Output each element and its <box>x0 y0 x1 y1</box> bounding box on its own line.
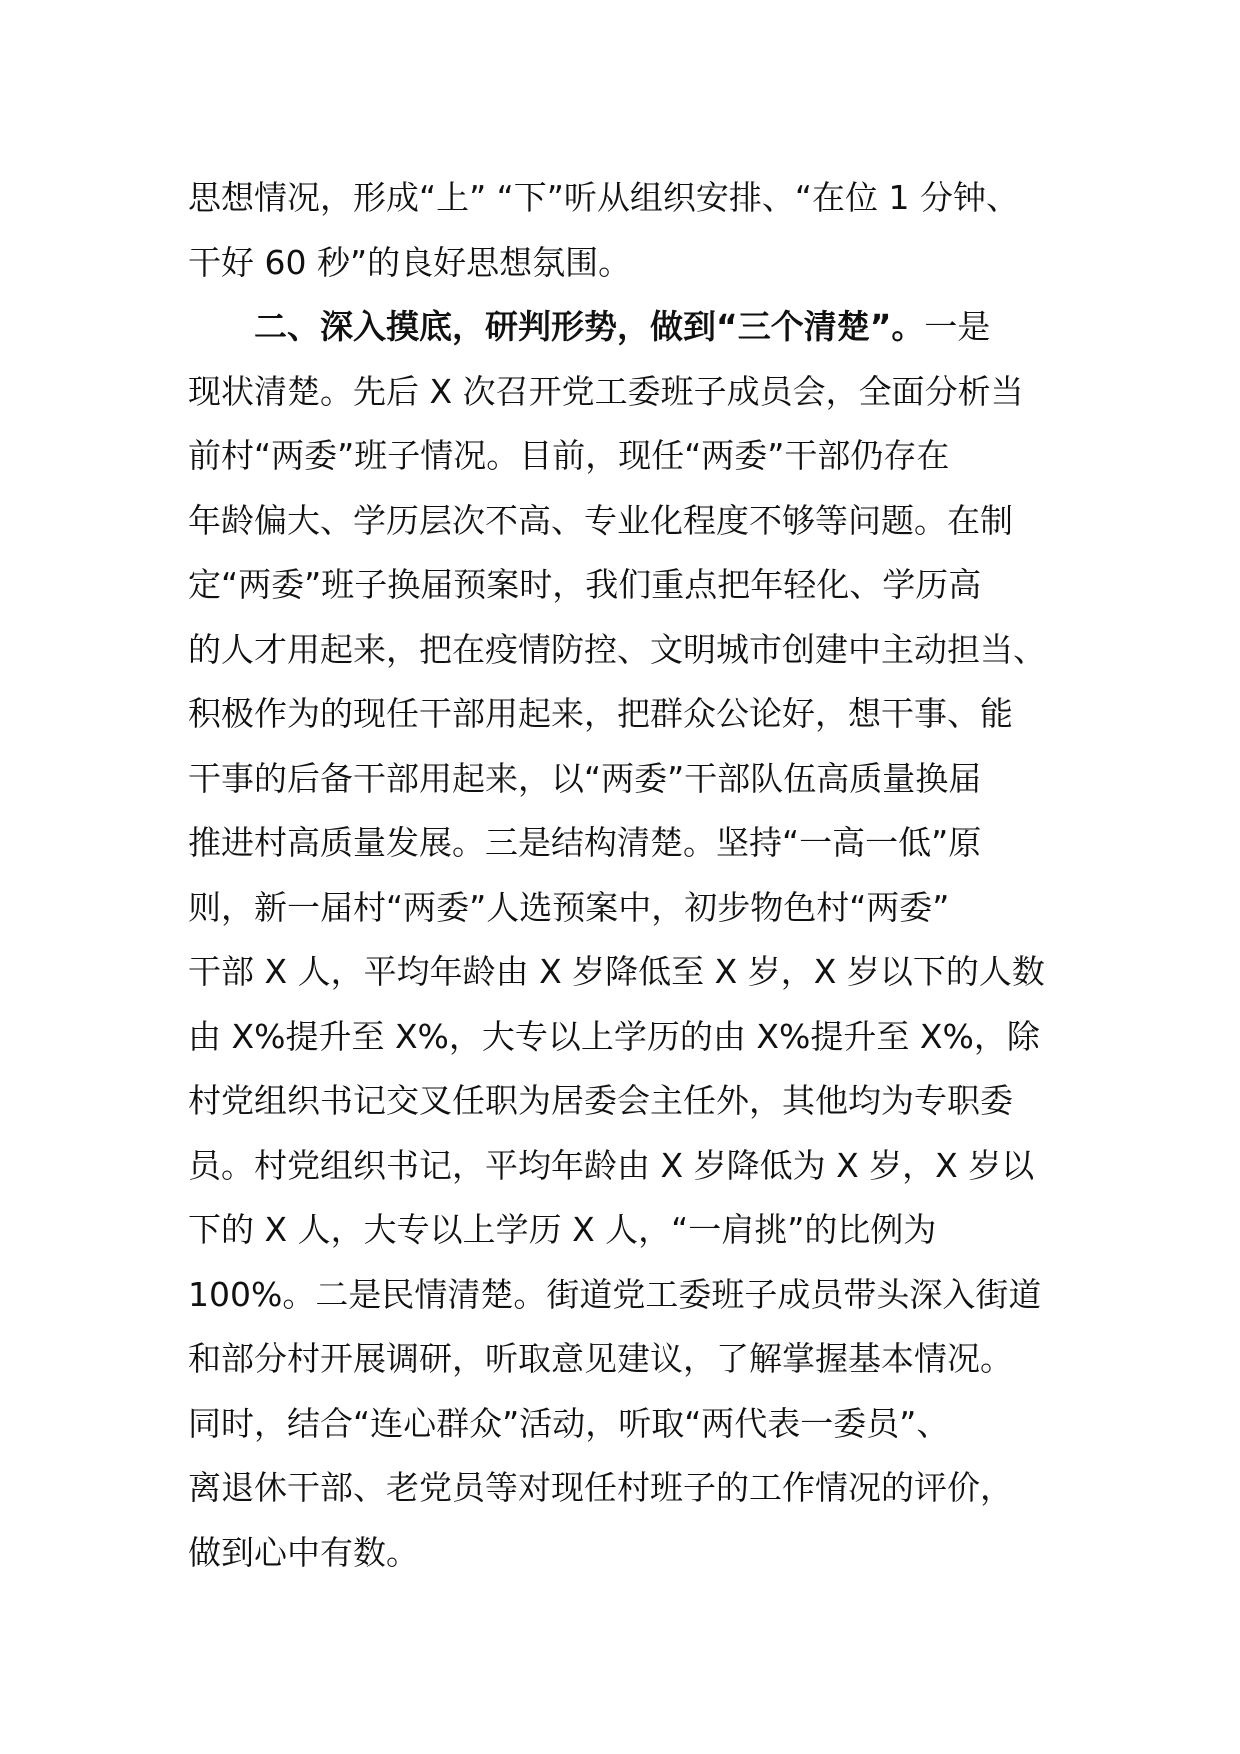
body-text <box>188 166 1068 1585</box>
text-line-11: 推进村高质量发展。三是结构清楚。坚持“一高一低”原 <box>188 823 982 862</box>
text-line-7: 定“两委”班子换届预案时，我们重点把年轻化、学历高 <box>188 565 982 604</box>
text-line-5: 前村“两委”班子情况。目前，现任“两委”干部仍存在 <box>188 436 950 475</box>
text-line-16: 员。村党组织书记，平均年龄由 X 岁降低为 X 岁，X 岁以 <box>188 1145 1035 1185</box>
section-heading-line <box>188 295 1068 360</box>
text-line-20: 同时，结合“连心群众”活动，听取“两代表一委员”、 <box>188 1403 950 1443</box>
text-line-2: 干好 60 秒”的良好思想氛围。 <box>188 242 632 282</box>
text-line-10: 干事的后备干部用起来，以“两委”干部队伍高质量换届 <box>188 758 982 798</box>
text-line-19: 和部分村开展调研，听取意见建议，了解掌握基本情况。 <box>188 1339 1013 1378</box>
text-line-12: 则，新一届村“两委”人选预案中，初步物色村“两委” <box>188 887 950 927</box>
text-line-17: 下的 X 人，大专以上学历 X 人，“一肩挑”的比例为 <box>188 1210 937 1249</box>
text-line-4: 现状清楚。先后 X 次召开党工委班子成员会，全面分析当 <box>188 371 1024 411</box>
text-line-21: 离退休干部、老党员等对现任村班子的工作情况的评价， <box>188 1468 1013 1507</box>
text-line-18: 100%。二是民情清楚。街道党工委班子成员带头深入街道 <box>188 1274 1042 1314</box>
text-line-22: 做到心中有数。 <box>188 1532 419 1572</box>
text-line-1: 思想情况，形成“上” “下”听从组织安排、“在位 1 分钟、 <box>188 178 1019 217</box>
text-line-13: 干部 X 人，平均年龄由 X 岁降低至 X 岁，X 岁以下的人数 <box>188 952 1045 991</box>
text-line-8: 的人才用起来，把在疫情防控、文明城市创建中主动担当、 <box>188 629 1046 669</box>
heading-continuation: 一是 <box>924 307 991 346</box>
text-line-15: 村党组织书记交叉任职为居委会主任外，其他均为专职委 <box>188 1081 1013 1120</box>
text-line-9: 积极作为的现任干部用起来，把群众公论好，想干事、能 <box>188 694 1013 733</box>
text-line-6: 年龄偏大、学历层次不高、专业化程度不够等问题。在制 <box>188 500 1013 540</box>
text-line-14: 由 X%提升至 X%，大专以上学历的由 X%提升至 X%，除 <box>188 1016 1040 1056</box>
section-heading: 二、深入摸底，研判形势，做到“三个清楚”。 <box>254 307 925 346</box>
